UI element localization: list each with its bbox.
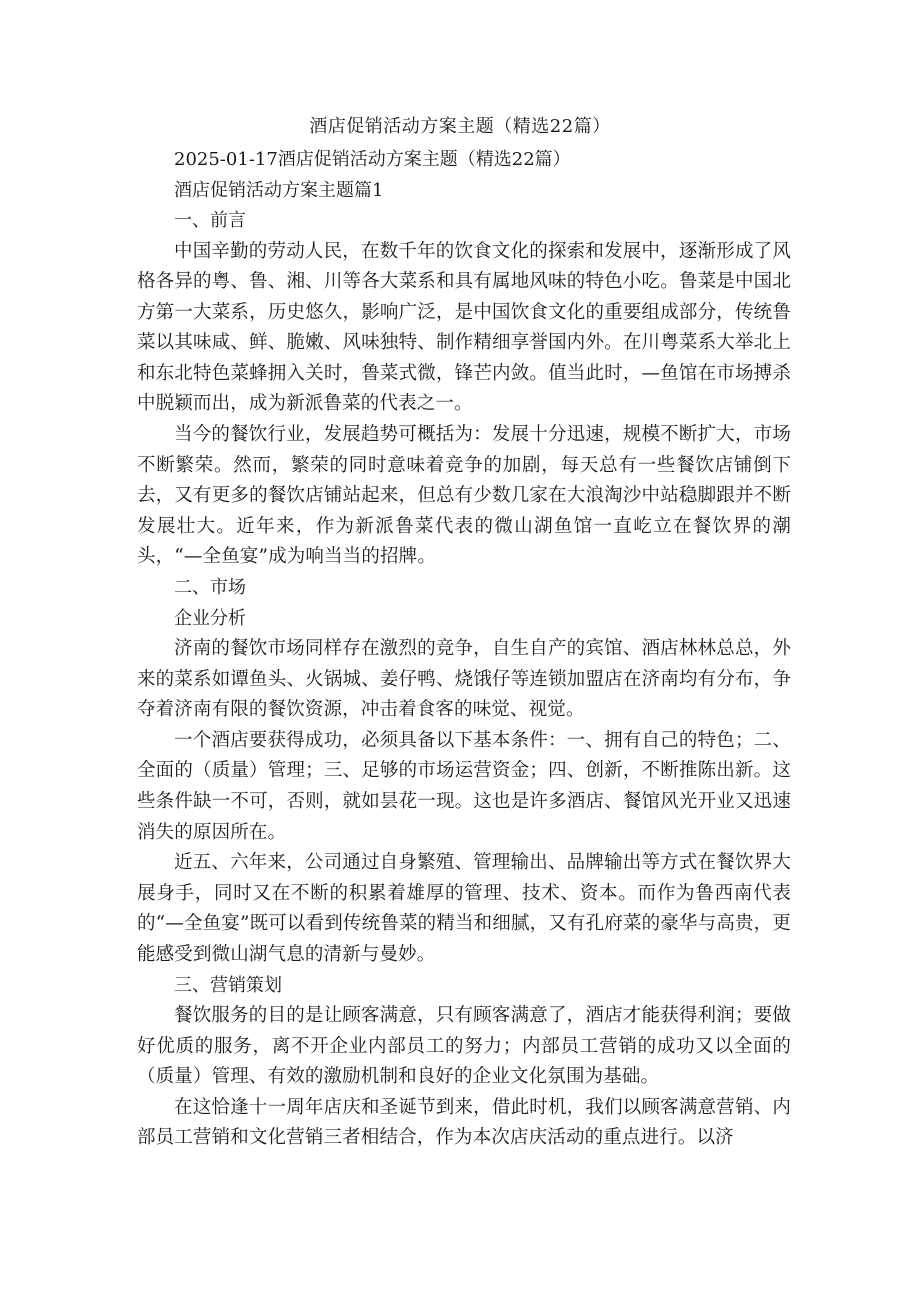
chapter-heading: 酒店促销活动方案主题篇1 bbox=[174, 179, 384, 201]
paragraph-5: 近五、六年来，公司通过自身繁殖、管理输出、品牌输出等方式在餐饮界大展身手，同时又在不断的积累着雄厚的管理、技术、资本。而作为鲁西南代表的“—全鱼宴”既可以看到传统鲁菜的精当和细腻，又有孔府菜的豪华与高贵，更能感受到微山湖气息的清新与曼妙。 bbox=[137, 852, 791, 965]
section-heading-marketing: 三、营销策划 bbox=[174, 974, 282, 996]
section-heading-market: 二、市场 bbox=[174, 577, 246, 599]
section-heading-preface: 一、前言 bbox=[174, 210, 246, 231]
paragraph-2: 当今的餐饮行业，发展趋势可概括为：发展十分迅速，规模不断扩大，市场不断繁荣。然而，繁荣的同时意味着竞争的加剧，每天总有一些餐饮店铺倒下去，又有更多的餐饮店铺站起来，但总有少数几家在大浪淘沙中站稳脚跟并不断发展壮大。近年来，作为新派鲁菜代表的微山湖鱼馆一直屹立在餐饮界的潮头，“—全鱼宴”成为响当当的招牌。 bbox=[137, 424, 791, 568]
paragraph-4: 一个酒店要获得成功，必须具备以下基本条件：一、拥有自己的特色；二、全面的（质量）管理；三、足够的市场运营资金；四、创新，不断推陈出新。这些条件缺一不可，否则，就如昙花一现。这也是许多酒店、餐馆风光开业又迅速消失的原因所在。 bbox=[137, 729, 791, 843]
paragraph-1: 中国辛勤的劳动人民，在数千年的饮食文化的探索和发展中，逐渐形成了风格各异的粤、鲁、湘、川等各大菜系和具有属地风味的特色小吃。鲁菜是中国北方第一大菜系，历史悠久，影响广泛，是中国饮食文化的重要组成部分，传统鲁菜以其味咸、鲜、脆嫩、风味独特、制作精细享誉国内外。在川粤菜系大举北上和东北特色菜蜂拥入关时，鲁菜式微，锋芒内敛。值当此时，—鱼馆在市场搏杀中脱颖而出，成为新派鲁菜的代表之一。 bbox=[137, 240, 791, 415]
subsection-heading-analysis: 企业分析 bbox=[174, 607, 246, 629]
paragraph-7: 在这恰逢十一周年店庆和圣诞节到来，借此时机，我们以顾客满意营销、内部员工营销和文化营销三者相结合，作为本次店庆活动的重点进行。以济 bbox=[137, 1096, 791, 1149]
paragraph-3: 济南的餐饮市场同样存在激烈的竞争，自生自产的宾馆、酒店林林总总，外来的菜系如谭鱼头、火锅城、姜仔鸭、烧饿仔等连锁加盟店在济南均有分布，争夺着济南有限的餐饮资源，冲击着食客的味觉、视觉。 bbox=[137, 638, 791, 721]
document-body bbox=[137, 145, 791, 1154]
dateline: 2025-01-17酒店促销活动方案主题（精选22篇） bbox=[174, 149, 571, 170]
document-title: 酒店促销活动方案主题（精选22篇） bbox=[309, 116, 611, 137]
paragraph-6: 餐饮服务的目的是让顾客满意，只有顾客满意了，酒店才能获得利润；要做好优质的服务，离不开企业内部员工的努力；内部员工营销的成功又以全面的（质量）管理、有效的激励机制和良好的企业文化氛围为基础。 bbox=[137, 1005, 791, 1088]
